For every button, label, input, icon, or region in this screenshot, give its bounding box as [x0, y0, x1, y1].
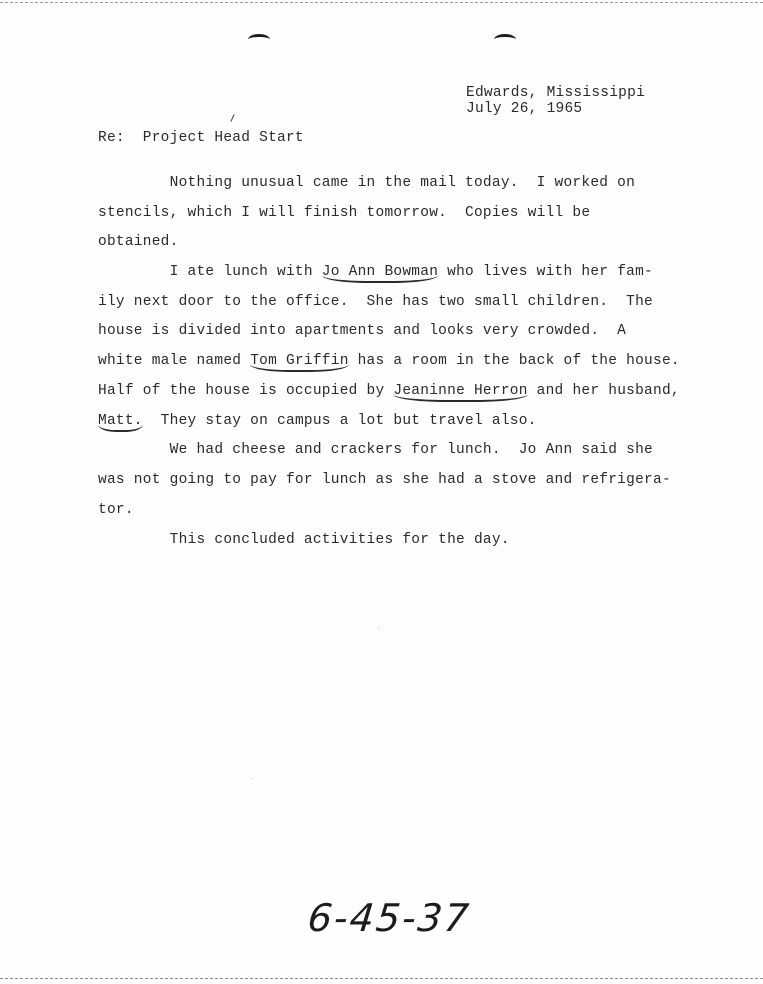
body-text: has a room in the back of the house. [348, 353, 680, 369]
body-line: We had cheese and crackers for lunch. Jo Ann said she [98, 442, 653, 458]
body-text: who lives with her fam- [438, 264, 654, 280]
subject-line: Re: Project Head Start [98, 130, 304, 146]
underlined-name-jo-ann-bowman: Jo Ann Bowman [322, 264, 438, 283]
body-line: Nothing unusual came in the mail today. I worked on [98, 175, 636, 191]
top-edge-line [0, 2, 763, 3]
paper-speck [252, 778, 253, 779]
underlined-name-jeaninne-herron: Jeaninne Herron [393, 383, 527, 402]
body-line: was not going to pay for lunch as she had a stove and refrigera- [98, 472, 671, 488]
handwritten-file-number: 6-45-37 [305, 896, 473, 940]
bottom-edge-line [0, 978, 763, 979]
body-text: and her husband, [527, 383, 680, 399]
body-line [98, 353, 680, 372]
body-line: This concluded activities for the day. [98, 532, 510, 548]
body-line: tor. [98, 502, 134, 518]
body-text: Half of the house is occupied by [98, 383, 394, 399]
body-line: stencils, which I will finish tomorrow. Copies will be [98, 205, 591, 221]
paper-speck [378, 628, 379, 629]
body-line [98, 264, 653, 283]
body-line: obtained. [98, 234, 179, 250]
punch-hole-mark-left [248, 34, 270, 45]
body-text: I ate lunch with [98, 264, 322, 280]
body-line: ily next door to the office. She has two small children. The [98, 294, 653, 310]
body-text: white male named [98, 353, 251, 369]
body-line [98, 383, 680, 402]
underlined-name-matt: Matt. [98, 413, 143, 432]
pen-tick-mark [230, 114, 234, 122]
punch-hole-mark-right [494, 34, 516, 45]
body-text: They stay on campus a lot but travel also. [142, 413, 537, 429]
body-line: house is divided into apartments and looks very crowded. A [98, 323, 627, 339]
underlined-name-tom-griffin: Tom Griffin [250, 353, 348, 372]
header-date: July 26, 1965 [466, 101, 583, 117]
header-place: Edwards, Mississippi [466, 85, 646, 101]
body-line [98, 413, 537, 432]
